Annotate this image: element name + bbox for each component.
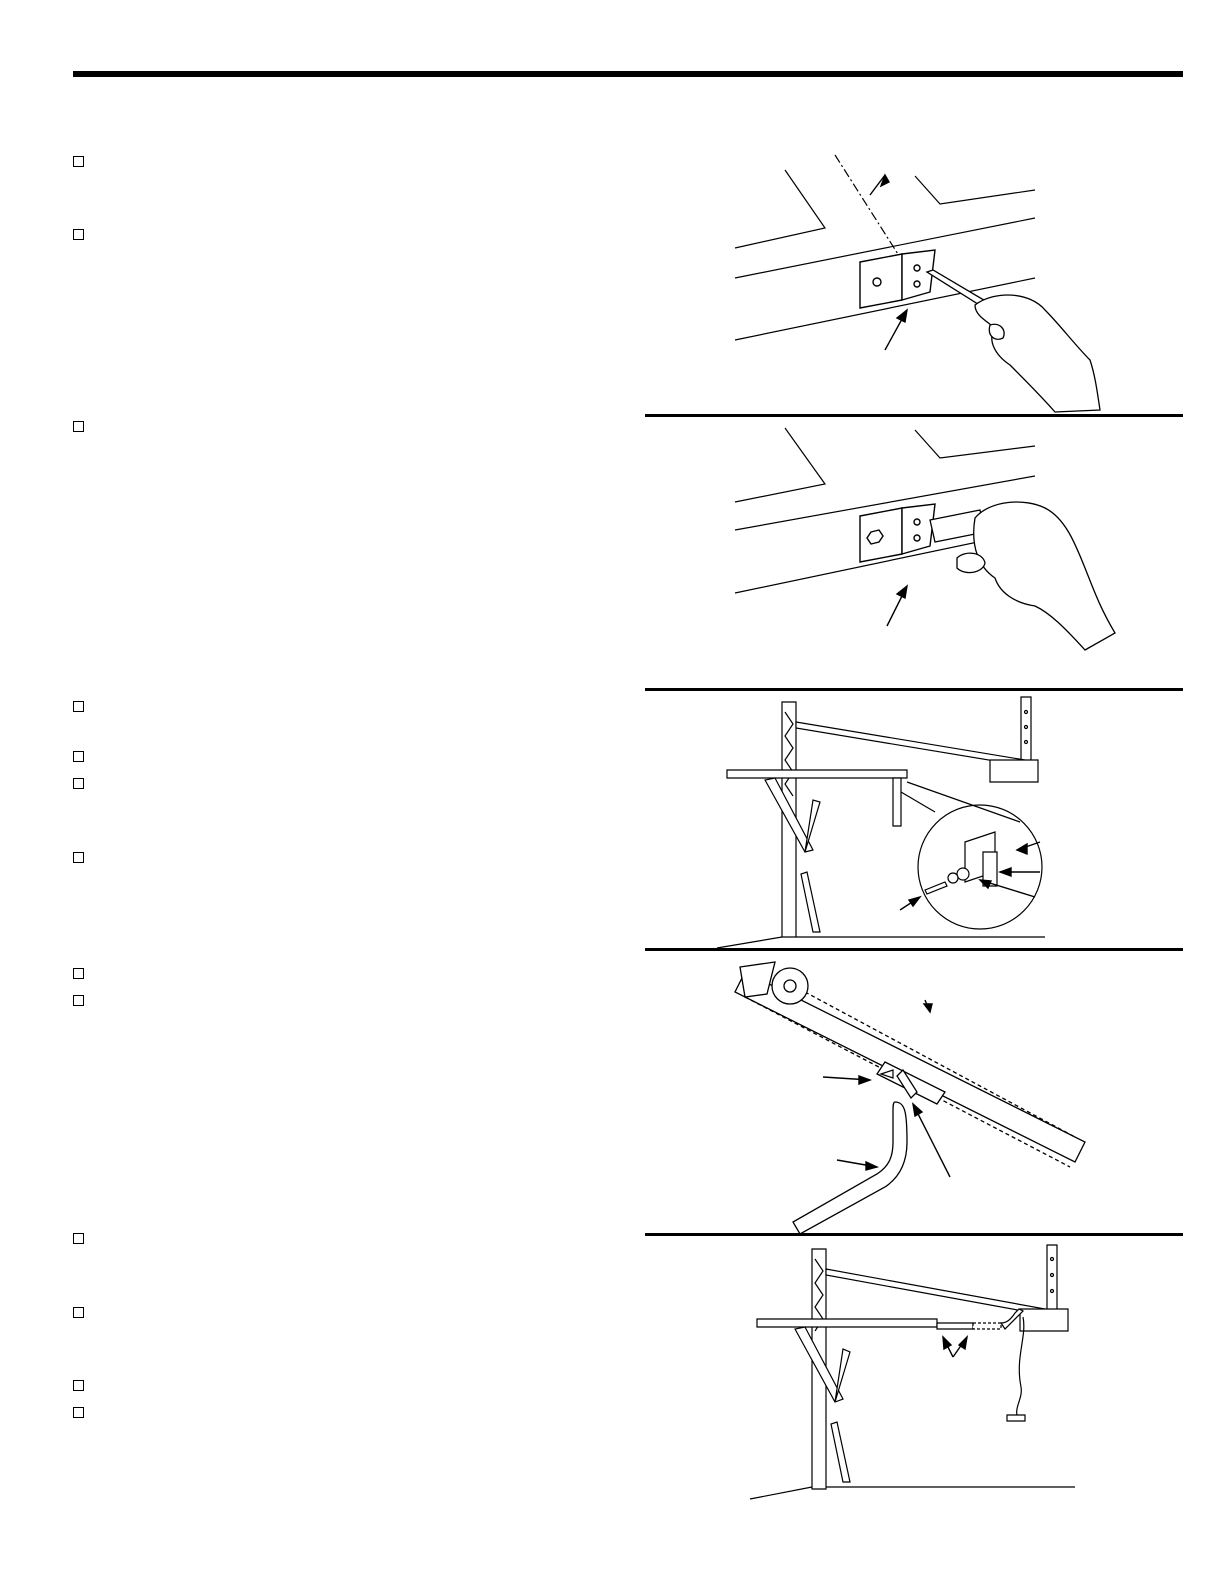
emergency-release-cord (1007, 1317, 1025, 1421)
straight-door-arm (893, 778, 901, 826)
figure-connecting-straight-door-arm (645, 692, 1185, 948)
detail-magnifier (901, 782, 1042, 929)
figure-marking-bracket-position (645, 150, 1185, 414)
step-checkbox-fasten-bracket[interactable] (73, 421, 84, 432)
figure-divider (645, 688, 1183, 691)
page-top-rule (73, 71, 1183, 77)
door-bracket (860, 250, 935, 308)
curved-door-arm (793, 1102, 907, 1234)
door-arm-icon (937, 1309, 1023, 1329)
figure-fastening-door-bracket (645, 418, 1185, 688)
chain-rail-icon (735, 962, 1085, 1167)
rear-hanger (1047, 1245, 1057, 1317)
door-center-line (835, 155, 903, 262)
step-checkbox-position-arms[interactable] (73, 1233, 84, 1244)
step-checkbox-pull-release-cord[interactable] (73, 968, 84, 979)
door-top-panel (757, 1319, 937, 1327)
rear-hanger (1021, 697, 1031, 767)
step-checkbox-mark-center-line[interactable] (73, 156, 84, 167)
step-checkbox-join-arms[interactable] (73, 1307, 84, 1318)
hand-drawing (975, 295, 1100, 412)
callout-arrow (943, 1337, 967, 1357)
figure-joining-door-arms (645, 1237, 1185, 1507)
step-checkbox-close-door[interactable] (73, 751, 84, 762)
step-checkbox-check-alignment[interactable] (73, 1380, 84, 1391)
step-checkbox-fasten-with-nut[interactable] (73, 852, 84, 863)
figure-divider (645, 414, 1183, 417)
door-top-panel (727, 770, 907, 778)
step-checkbox-tighten-hardware[interactable] (73, 1407, 84, 1418)
step-checkbox-mark-bracket-holes[interactable] (73, 229, 84, 240)
step-checkbox-attach-straight-arm[interactable] (73, 778, 84, 789)
hand-holding-tool (957, 502, 1115, 650)
step-checkbox-attach-curved-arm[interactable] (73, 995, 84, 1006)
step-checkbox-lower-opener[interactable] (73, 701, 84, 712)
figure-connecting-curved-door-arm (645, 952, 1185, 1234)
figure-divider (645, 948, 1183, 951)
callout-arrow (887, 586, 907, 626)
